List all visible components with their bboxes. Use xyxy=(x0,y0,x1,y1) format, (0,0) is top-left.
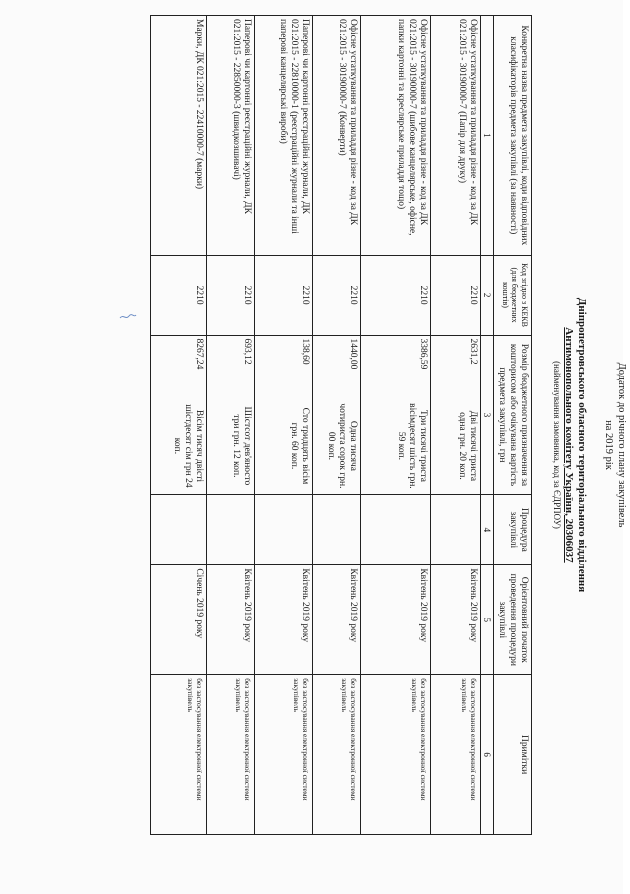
rotated-document xyxy=(0,5,630,885)
col-header-name: Конкретна назва предмета закупівлі, коди відповідних класифікаторів предмета закупівлі (за наявності) xyxy=(494,16,532,256)
item-start: Квітень 2019 року xyxy=(431,565,481,675)
organization-name-2: Антимонопольного комітету України, 20306037 xyxy=(563,327,575,563)
item-procedure xyxy=(361,495,431,565)
item-kekv: 2210 xyxy=(313,255,361,335)
item-name: Офісне устаткування та приладдя різне - код за ДК 021:2015 - 30190000-7 (Папір для друку) xyxy=(431,16,481,256)
item-amount: 693,12 xyxy=(242,338,252,365)
item-start: Квітень 2019 року xyxy=(207,565,255,675)
item-name: Паперові чи картонні реєстраційні журнали, ДК 021:2015 - 22850000-3 (швидкозшивачі) xyxy=(207,16,255,256)
item-procedure xyxy=(151,495,207,565)
item-kekv: 2210 xyxy=(255,255,313,335)
table-row xyxy=(255,16,313,835)
column-number: 1 xyxy=(481,16,494,256)
column-number: 3 xyxy=(481,335,494,495)
item-amount-cell xyxy=(207,335,255,495)
column-number: 2 xyxy=(481,255,494,335)
item-procedure xyxy=(431,495,481,565)
item-procedure xyxy=(255,495,313,565)
item-start: Квітень 2019 року xyxy=(255,565,313,675)
col-header-kekv: Код згідно з КЕКВ (для бюджетних коштів) xyxy=(494,255,532,335)
item-amount: 8267,24 xyxy=(194,338,204,370)
item-amount-cell xyxy=(255,335,313,495)
col-header-procedure: Процедура закупівлі xyxy=(494,495,532,565)
column-number: 5 xyxy=(481,565,494,675)
item-note: без застосування електронної системи закупівель xyxy=(151,675,207,835)
item-amount-cell xyxy=(151,335,207,495)
item-procedure xyxy=(207,495,255,565)
item-amount-words: Вісім тисяч двісті шістдесят сім грн 24 коп. xyxy=(172,404,204,488)
item-amount-cell xyxy=(361,335,431,495)
item-amount: 2631,2 xyxy=(468,338,478,365)
item-kekv: 2210 xyxy=(207,255,255,335)
item-amount-cell xyxy=(313,335,361,495)
item-amount: 3386,59 xyxy=(418,338,428,370)
item-amount-words: Три тисячі триста вісімдесят шість грн. 59 коп. xyxy=(396,403,428,489)
organization-note: (найменування замовника, код за ЄДРПОУ) xyxy=(552,361,562,529)
item-name: Офісне устаткування та приладдя різне - код за ДК 021:2015 - 30190000-7 (Конверти) xyxy=(313,16,361,256)
item-name: Офісне устаткування та приладдя різне - код за ДК 021:2015 - 30190000-7 (шибове канцелярське, офісне, папки картонні та креслярське приладдя тощо) xyxy=(361,16,431,256)
item-start: Квітень 2019 року xyxy=(361,565,431,675)
table-row xyxy=(313,16,361,835)
item-amount-words: Одна тисяча чотириста сорок грн. 00 коп. xyxy=(326,403,358,489)
item-procedure xyxy=(313,495,361,565)
document-year: на 2019 рік xyxy=(603,420,614,470)
document-header xyxy=(551,5,630,885)
item-note: без застосування електронної системи закупівель xyxy=(313,675,361,835)
document-title: Додаток до річного плану закупівель xyxy=(616,362,627,528)
col-header-amount: Розмір бюджетного призначення за кошторисом або очікувана вартість предмета закупівлі, грн xyxy=(494,335,532,495)
table-row xyxy=(151,16,207,835)
item-name: Паперові чи картонні реєстраційні журнали, ДК 021:2015 - 22810000-1 (реєстраційні журнали та інші паперові канцелярські вироби) xyxy=(255,16,313,256)
item-note: без застосування електронної системи закупівель xyxy=(361,675,431,835)
column-number: 6 xyxy=(481,675,494,835)
column-number: 4 xyxy=(481,495,494,565)
item-kekv: 2210 xyxy=(361,255,431,335)
table-row xyxy=(431,16,481,835)
item-start: Квітень 2019 року xyxy=(313,565,361,675)
col-header-start: Орієнтовний початок проведення процедури закупівлі xyxy=(494,565,532,675)
item-amount-words: Шістсот дев'яносто три грн. 12 коп. xyxy=(231,406,252,486)
item-note: без застосування електронної системи закупівель xyxy=(207,675,255,835)
item-amount-cell xyxy=(431,335,481,495)
table-row xyxy=(207,16,255,835)
item-amount: 1440,00 xyxy=(348,338,358,370)
table-number-row xyxy=(481,16,494,835)
item-amount: 138,60 xyxy=(300,338,310,365)
item-note: без застосування електронної системи закупівель xyxy=(255,675,313,835)
col-header-note: Примітки xyxy=(494,675,532,835)
procurement-table xyxy=(150,15,532,835)
item-name: Марки, ДК 021:2015 - 22410000-7 (марки) xyxy=(151,16,207,256)
item-note: без застосування електронної системи закупівель xyxy=(431,675,481,835)
pen-mark xyxy=(118,312,138,322)
organization-name: Дніпропетровського обласного територіального відділення xyxy=(576,297,588,593)
item-kekv: 2210 xyxy=(431,255,481,335)
item-kekv: 2210 xyxy=(151,255,207,335)
item-start: Січень 2019 року xyxy=(151,565,207,675)
table-header-row xyxy=(494,16,532,835)
table-row xyxy=(361,16,431,835)
item-amount-words: Сто тридцять вісім грн. 60 коп. xyxy=(289,407,310,485)
item-amount-words: Дві тисячі триста одна грн. 20 коп. xyxy=(457,410,478,482)
